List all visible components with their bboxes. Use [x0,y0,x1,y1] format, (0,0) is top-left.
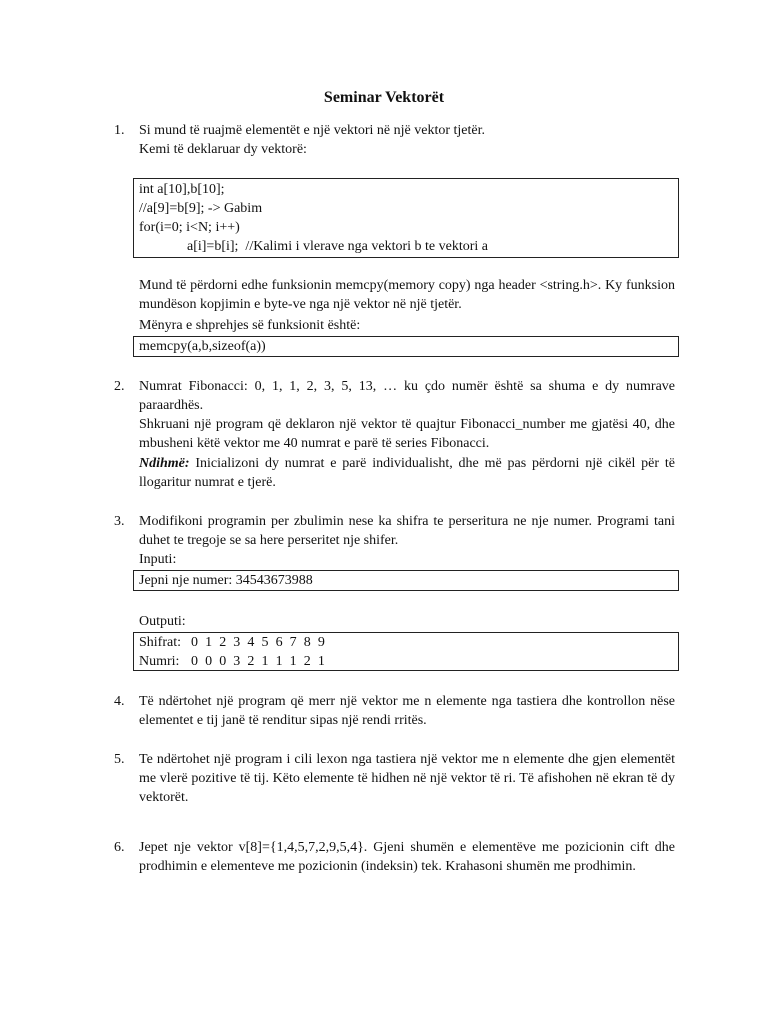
question-number-5: 5. [114,752,125,767]
code-line-4: a[i]=b[i]; //Kalimi i vlerave nga vektori b te vektori a [187,239,489,254]
numri-count: 1 [289,654,297,669]
function-syntax-box [133,336,679,357]
shifrat-digit: 7 [289,635,297,650]
numri-count: 0 [191,654,198,669]
numri-count: 0 [219,654,227,669]
question-number-3: 3. [114,514,125,529]
question-1-line-2: Kemi të deklaruar dy vektorë: [139,142,307,157]
input-value: Jepni nje numer: 34543673988 [139,573,313,588]
document-title: Seminar Vektorët [323,89,445,106]
code-line-2: //a[9]=b[9]; -> Gabim [139,201,263,216]
numri-count: 0 [205,654,213,669]
numri-row [139,652,678,671]
output-box [133,632,679,671]
shifrat-digit: 2 [219,635,227,650]
numri-count: 2 [303,654,311,669]
shifrat-row [139,633,678,652]
numri-count: 3 [233,654,241,669]
question-1-line-1: Si mund të ruajmë elementët e një vektori në një vektor tjetër. [139,123,485,138]
numri-label: Numri: [139,654,180,669]
output-label: Outputi: [139,614,186,629]
question-number-4: 4. [114,694,125,709]
numri-count: 1 [275,654,283,669]
numri-count: 1 [317,654,325,669]
shifrat-digit: 8 [303,635,311,650]
shifrat-digit: 0 [191,635,198,650]
question-1-intro [139,121,675,159]
question-2-paragraph-1: Numrat Fibonacci: 0, 1, 1, 2, 3, 5, 13, … ku çdo numër është sa shuma e dy numrave paraardhës. [139,379,675,413]
numri-count: 2 [247,654,255,669]
function-syntax-label: Mënyra e shprehjes së funksionit është: [139,318,361,333]
hint-label: Ndihmë: [139,456,190,471]
question-2-paragraph-2: Shkruani një program që deklaron një vektor të quajtur Fibonacci_number me gjatësi 40, dhe mbusheni këtë vektor me 40 numrat e parë të series Fibonacci. [139,417,675,451]
question-number-2: 2. [114,379,125,394]
code-line-3: for(i=0; i<N; i++) [139,220,240,235]
shifrat-digit: 5 [261,635,269,650]
shifrat-digit: 3 [233,635,241,650]
shifrat-digit: 9 [317,635,325,650]
question-number-1: 1. [114,123,125,138]
question-6-paragraph: Jepet nje vektor v[8]={1,4,5,7,2,9,5,4}. Gjeni shumën e elementëve me pozicionin cift dhe prodhimin e elementeve me pozicionin (indeksin) tek. Krahasoni shumën me prodhimin. [139,840,675,874]
memcpy-paragraph: Mund të përdorni edhe funksionin memcpy(memory copy) nga header <string.h>. Ky funksion mundëson kopjimin e byte-ve nga një vektor në një tjetër. [139,278,675,312]
question-4-paragraph: Të ndërtohet një program që merr një vektor me n elemente nga tastiera dhe kontrollon nëse elementet e tij janë të renditur sipas një rendi rritës. [139,694,675,728]
shifrat-digit: 1 [205,635,213,650]
shifrat-digit: 4 [247,635,255,650]
question-5-paragraph: Te ndërtohet një program i cili lexon nga tastiera një vektor me n elemente dhe gjen elementët me vlerë pozitive të tij. Këto elemente të hidhen në një vektor të ri. Të afishohen në ekran të dy vektorët. [139,752,675,805]
shifrat-label: Shifrat: [139,635,181,650]
input-label: Inputi: [139,552,177,567]
question-2-hint [139,454,675,492]
question-3-paragraph: Modifikoni programin per zbulimin nese ka shifra te perseritura ne nje numer. Programi tani duhet te tregoje se sa here perseritet nje shifer. [139,514,675,548]
function-syntax: memcpy(a,b,sizeof(a)) [139,339,266,354]
code-box [133,178,679,258]
numri-count: 1 [261,654,269,669]
question-number-6: 6. [114,840,125,855]
code-line-1: int a[10],b[10]; [139,182,225,197]
hint-text: Inicializoni dy numrat e parë individualisht, dhe më pas përdorni një cikël për të llogaritur numrat e tjerë. [139,456,675,490]
input-box [133,570,679,591]
shifrat-digit: 6 [275,635,283,650]
